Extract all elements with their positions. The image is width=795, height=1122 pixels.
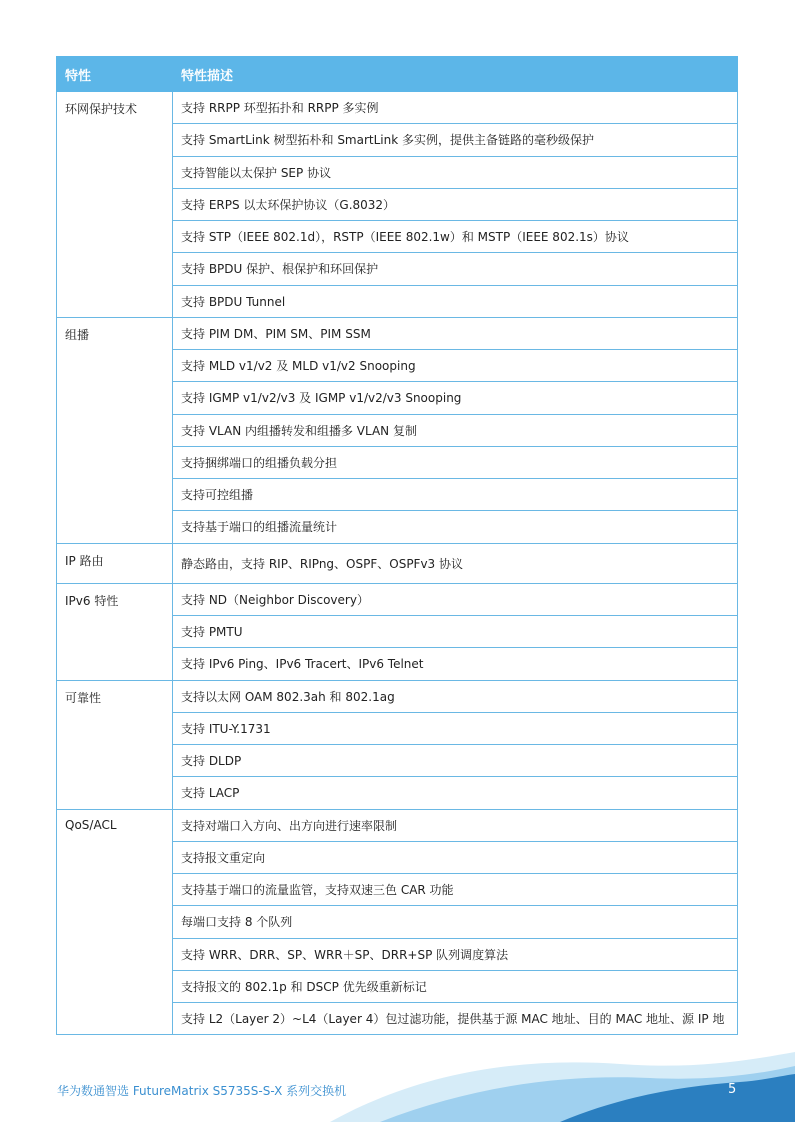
spec-table	[56, 56, 738, 1035]
table-row	[57, 809, 738, 841]
category-cell: IP 路由	[57, 543, 173, 583]
description-cell: 支持 BPDU Tunnel	[173, 285, 738, 317]
description-cell: 支持 ND（Neighbor Discovery）	[173, 583, 738, 615]
description-cell: 每端口支持 8 个队列	[173, 906, 738, 938]
description-cell: 支持 VLAN 内组播转发和组播多 VLAN 复制	[173, 414, 738, 446]
table-row	[57, 583, 738, 615]
table-row	[57, 543, 738, 583]
description-cell: 支持 IPv6 Ping、IPv6 Tracert、IPv6 Telnet	[173, 648, 738, 680]
description-cell: 支持基于端口的流量监管，支持双速三色 CAR 功能	[173, 874, 738, 906]
category-cell: 环网保护技术	[57, 92, 173, 318]
description-cell: 支持 IGMP v1/v2/v3 及 IGMP v1/v2/v3 Snooping	[173, 382, 738, 414]
description-cell: 支持 ERPS 以太环保护协议（G.8032）	[173, 188, 738, 220]
description-cell: 支持可控组播	[173, 479, 738, 511]
table-row	[57, 92, 738, 124]
description-cell: 支持报文的 802.1p 和 DSCP 优先级重新标记	[173, 970, 738, 1002]
description-cell: 支持对端口入方向、出方向进行速率限制	[173, 809, 738, 841]
description-cell: 支持 RRPP 环型拓扑和 RRPP 多实例	[173, 92, 738, 124]
page-number: 5	[728, 1082, 737, 1097]
description-cell: 支持智能以太保护 SEP 协议	[173, 156, 738, 188]
description-cell: 支持 PIM DM、PIM SM、PIM SSM	[173, 317, 738, 349]
description-cell: 支持 L2（Layer 2）~L4（Layer 4）包过滤功能，提供基于源 MAC 地址、目的 MAC 地址、源 IP 地	[173, 1003, 738, 1035]
description-cell: 支持 ITU-Y.1731	[173, 712, 738, 744]
description-cell: 支持捆绑端口的组播负载分担	[173, 446, 738, 478]
description-cell: 支持 WRR、DRR、SP、WRR＋SP、DRR+SP 队列调度算法	[173, 938, 738, 970]
description-cell: 支持基于端口的组播流量统计	[173, 511, 738, 543]
description-cell: 静态路由，支持 RIP、RIPng、OSPF、OSPFv3 协议	[173, 543, 738, 583]
table-header-row	[57, 57, 738, 92]
description-cell: 支持 BPDU 保护、根保护和环回保护	[173, 253, 738, 285]
description-cell: 支持 PMTU	[173, 616, 738, 648]
description-cell: 支持 DLDP	[173, 745, 738, 777]
category-cell: 可靠性	[57, 680, 173, 809]
category-cell: 组播	[57, 317, 173, 543]
description-cell: 支持 MLD v1/v2 及 MLD v1/v2 Snooping	[173, 350, 738, 382]
footer-document-title: 华为数通智选 FutureMatrix S5735S-S-X 系列交换机	[57, 1084, 347, 1098]
description-cell: 支持以太网 OAM 802.3ah 和 802.1ag	[173, 680, 738, 712]
category-cell: IPv6 特性	[57, 583, 173, 680]
description-cell: 支持 SmartLink 树型拓朴和 SmartLink 多实例，提供主备链路的毫秒级保护	[173, 124, 738, 156]
description-cell: 支持 STP（IEEE 802.1d），RSTP（IEEE 802.1w）和 MSTP（IEEE 802.1s）协议	[173, 221, 738, 253]
category-cell: QoS/ACL	[57, 809, 173, 1035]
table-body	[57, 92, 738, 1035]
table-row	[57, 680, 738, 712]
description-cell: 支持报文重定向	[173, 841, 738, 873]
header-category: 特性	[57, 57, 173, 92]
header-description: 特性描述	[173, 57, 738, 92]
description-cell: 支持 LACP	[173, 777, 738, 809]
table-row	[57, 317, 738, 349]
